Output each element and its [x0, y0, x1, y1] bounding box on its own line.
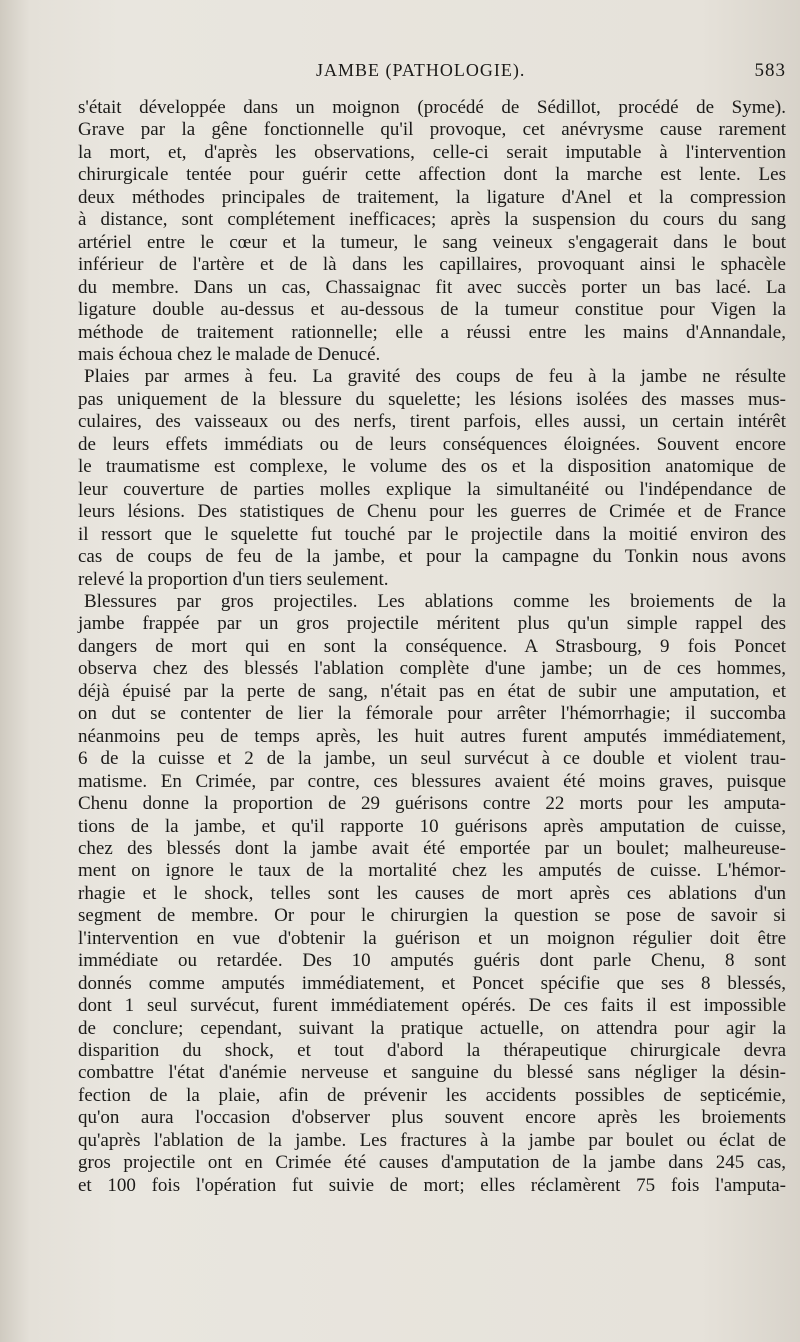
- text-line: pas uniquement de la blessure du squelette; les lésions isolées des masses mus-: [78, 388, 786, 410]
- page-number: 583: [754, 60, 786, 81]
- text-line: le traumatisme est complexe, le volume des os et la disposition anatomique de: [78, 456, 786, 478]
- text-line: Chenu donne la proportion de 29 guérisons contre 22 morts pour les amputa-: [78, 793, 786, 815]
- text-line: observa chez des blessés l'ablation complète d'une jambe; un de ces hommes,: [78, 658, 786, 680]
- text-line: chez des blessés dont la jambe avait été emportée par un boulet; malheureuse-: [78, 837, 786, 859]
- text-line: relevé la proportion d'un tiers seulement.: [78, 568, 389, 590]
- text-line: la mort, et, d'après les observations, celle-ci serait imputable à l'intervention: [78, 141, 786, 163]
- text-line: deux méthodes principales de traitement, la ligature d'Anel et la compression: [78, 186, 786, 208]
- text-line: Grave par la gêne fonctionnelle qu'il provoque, cet anévrysme cause rarement: [78, 119, 786, 141]
- text-line: s'était développée dans un moignon (procédé de Sédillot, procédé de Syme).: [78, 97, 786, 118]
- text-line: disparition du shock, et tout d'abord la thérapeutique chirurgicale devra: [78, 1040, 786, 1062]
- text-line: à distance, sont complétement inefficaces; après la suspension du cours du sang: [78, 209, 786, 231]
- text-line: ligature double au-dessus et au-dessous de la tumeur constitue pour Vigen la: [78, 299, 786, 321]
- text-line: dont 1 seul survécut, furent immédiatement opérés. De ces faits il est impossible: [78, 995, 786, 1017]
- text-line: matisme. En Crimée, par contre, ces blessures avaient été moins graves, puisque: [78, 770, 786, 792]
- text-line: ment on ignore le taux de la mortalité chez les amputés de cuisse. L'hémor-: [78, 860, 786, 882]
- body-text: [78, 97, 786, 1197]
- text-line: leur couverture de parties molles explique la simultanéité ou l'indépendance de: [78, 478, 786, 500]
- text-line: et 100 fois l'opération fut suivie de mort; elles réclamèrent 75 fois l'amputa-: [78, 1174, 786, 1196]
- text-line: 6 de la cuisse et 2 de la jambe, un seul survécut à ce double et violent trau-: [78, 748, 786, 770]
- text-line: tions de la jambe, et qu'il rapporte 10 guérisons après amputation de cuisse,: [78, 815, 786, 837]
- text-line: cas de coups de feu de la jambe, et pour la campagne du Tonkin nous avons: [78, 546, 786, 568]
- text-line: dangers de mort qui en sont la conséquence. A Strasbourg, 9 fois Poncet: [78, 635, 786, 657]
- text-line: artériel entre le cœur et la tumeur, le sang veineux s'engagerait dans le bout: [78, 231, 786, 253]
- text-line: méthode de traitement rationnelle; elle a réussi entre les mains d'Annandale,: [78, 321, 786, 343]
- text-line: immédiate ou retardée. Des 10 amputés guéris dont parle Chenu, 8 sont: [78, 950, 786, 972]
- text-line: donnés comme amputés immédiatement, et Poncet spécifie que ses 8 blessés,: [78, 972, 786, 994]
- text-line: de conclure; cependant, suivant la pratique actuelle, on attendra pour agir la: [78, 1017, 786, 1039]
- running-head: JAMBE (PATHOLOGIE).: [316, 60, 526, 80]
- text-line: jambe frappée par un gros projectile méritent plus qu'un simple rappel des: [78, 613, 786, 635]
- text-line: rhagie et le shock, telles sont les causes de mort après ces ablations d'un: [78, 882, 786, 904]
- text-line: qu'après l'ablation de la jambe. Les fractures à la jambe par boulet ou éclat de: [78, 1129, 786, 1151]
- subsection-heading-line: Blessures par gros projectiles. Les ablations comme les broiements de la: [84, 590, 786, 612]
- page-header: [80, 60, 786, 90]
- text-line: segment de membre. Or pour le chirurgien la question se pose de savoir si: [78, 905, 786, 927]
- text-line: l'intervention en vue d'obtenir la guérison et un moignon régulier doit être: [78, 927, 786, 949]
- section-heading-line: Plaies par armes à feu. La gravité des coups de feu à la jambe ne résulte: [84, 366, 786, 388]
- text-line: culaires, des vaisseaux ou des nerfs, tirent parfois, elles aussi, un certain intérêt: [78, 411, 786, 433]
- text-line: mais échoua chez le malade de Denucé.: [78, 343, 381, 365]
- text-line: inférieur de l'artère et de là dans les capillaires, provoquant ainsi le sphacèle: [78, 254, 786, 276]
- text-line: fection de la plaie, afin de prévenir les accidents possibles de septicémie,: [78, 1084, 786, 1106]
- text-line: déjà épuisé par la perte de sang, n'était pas en état de subir une amputation, et: [78, 680, 786, 702]
- text-line: on dut se contenter de lier la fémorale pour arrêter l'hémorrhagie; il succomba: [78, 703, 786, 725]
- text-line: néanmoins peu de temps après, les huit autres furent amputés immédiatement,: [78, 725, 786, 747]
- text-line: qu'on aura l'occasion d'observer plus souvent encore après les broiements: [78, 1107, 786, 1129]
- text-line: gros projectile ont en Crimée été causes d'amputation de la jambe dans 245 cas,: [78, 1152, 786, 1174]
- text-line: combattre l'état d'anémie nerveuse et sanguine du blessé sans négliger la désin-: [78, 1062, 786, 1084]
- text-line: chirurgicale tentée pour guérir cette affection dont la marche est lente. Les: [78, 164, 786, 186]
- text-line: leurs lésions. Des statistiques de Chenu pour les guerres de Crimée et de France: [78, 501, 786, 523]
- text-line: du membre. Dans un cas, Chassaignac fit avec succès porter un bas lacé. La: [78, 276, 786, 298]
- text-line: de leurs effets immédiats ou de leurs conséquences éloignées. Souvent encore: [78, 433, 786, 455]
- text-line: il ressort que le squelette fut touché par le projectile dans la moitié environ des: [78, 523, 786, 545]
